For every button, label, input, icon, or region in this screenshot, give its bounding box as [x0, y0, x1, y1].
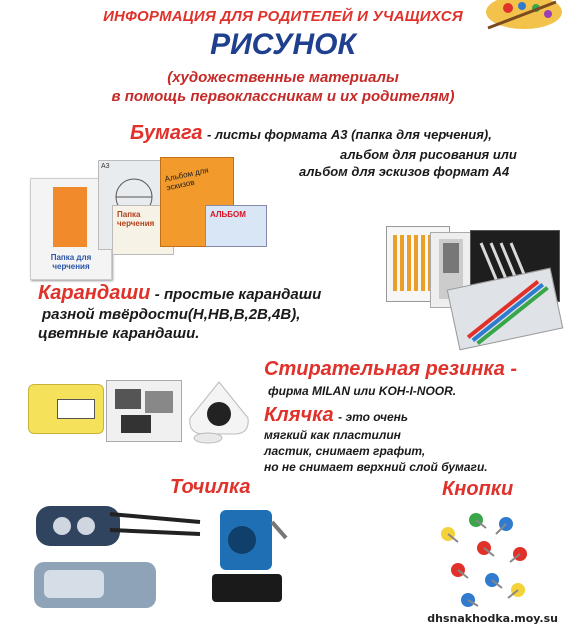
- eraser-line: фирма MILAN или KOH-I-NOOR.: [268, 384, 457, 398]
- paper-line: альбом для рисования или: [340, 147, 517, 162]
- klyachka-line: но не снимает верхний слой бумаги.: [264, 460, 488, 474]
- paper-heading: Бумага: [130, 122, 203, 144]
- klyachka-section: [264, 404, 408, 427]
- product-label: A3: [101, 163, 110, 170]
- pencils-line: - простые карандаши: [154, 286, 322, 303]
- page-title: РИСУНОК: [210, 28, 356, 61]
- folder-image: Папка черчения: [112, 205, 174, 255]
- triangle-eraser-image: [186, 378, 252, 444]
- page-subtitle: [0, 68, 566, 106]
- pencils-heading: Карандаши: [38, 282, 151, 304]
- paper-section: [130, 122, 560, 145]
- album-image: [205, 205, 267, 247]
- sharpener-heading: Точилка: [170, 476, 251, 498]
- paper-line: - листы формата А3 (папка для черчения),: [206, 127, 492, 142]
- klyachka-line: - это очень: [338, 410, 409, 424]
- eraser-heading: Стирательная резинка -: [264, 358, 518, 380]
- product-label: АЛЬБОМ: [210, 210, 246, 219]
- klyachka-line: ластик, снимает графит,: [264, 444, 426, 458]
- klyachka-heading: Клячка: [264, 404, 334, 426]
- pencils-line: цветные карандаши.: [38, 325, 200, 342]
- subtitle-line: в помощь первоклассникам и их родителям): [111, 88, 455, 105]
- pencils-image: [100, 504, 210, 544]
- pencils-line: разной твёрдости(H,HB,B,2B,4B),: [42, 306, 301, 323]
- push-pins-image: [428, 504, 538, 612]
- product-label: Папка для черчения: [50, 253, 92, 271]
- pins-heading: Кнопки: [442, 478, 514, 500]
- site-watermark: dhsnakhodka.moy.su: [427, 612, 558, 625]
- yellow-eraser-image: [28, 384, 104, 434]
- subtitle-line: (художественные материалы: [167, 69, 399, 86]
- pencils-section: [38, 282, 321, 305]
- mechanical-sharpener-image: [206, 498, 288, 608]
- page-header: ИНФОРМАЦИЯ ДЛЯ РОДИТЕЛЕЙ И УЧАЩИХСЯ: [103, 8, 463, 25]
- container-sharpener-image: [30, 554, 160, 614]
- paper-line: альбом для эскизов формат А4: [299, 164, 510, 179]
- klyachka-line: мягкий как пластилин: [264, 428, 401, 442]
- product-label: Альбом для эскизов: [163, 165, 210, 193]
- kneaded-eraser-image: [106, 380, 182, 442]
